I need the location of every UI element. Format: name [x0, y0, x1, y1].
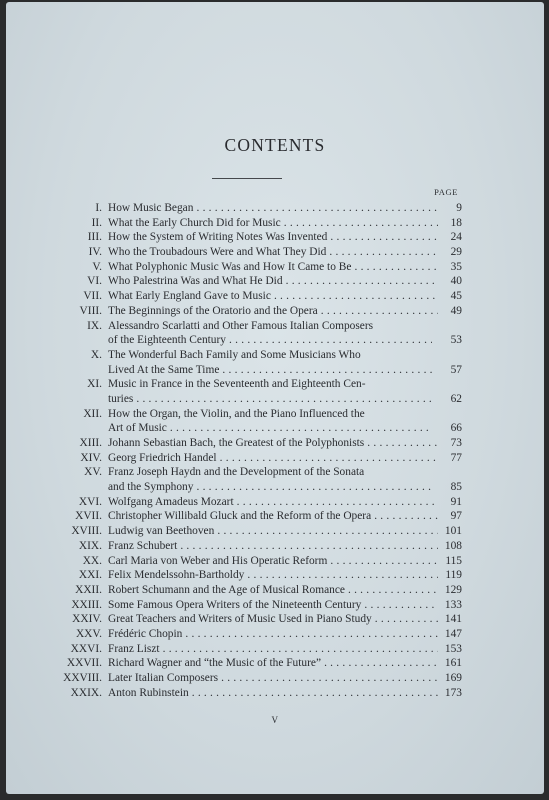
toc-entry: [44, 568, 462, 583]
toc-entry-line: [44, 377, 462, 392]
page-number: 53: [450, 334, 462, 347]
chapter-title: What Polyphonic Music Was and How It Came to Be . . .: [108, 260, 438, 275]
chapter-title: The Beginnings of the Oratorio and the Opera . . .: [108, 304, 438, 319]
toc-entry-line: [44, 583, 462, 598]
toc-entry: [44, 612, 462, 627]
chapter-title: Later Italian Composers . . .: [108, 671, 438, 686]
chapter-number: X.: [90, 348, 102, 361]
chapter-number: XVIII.: [71, 525, 102, 538]
toc-entry: [44, 407, 462, 436]
toc-entry-line: [44, 627, 462, 642]
page-number: 49: [450, 304, 462, 317]
toc-entry: [44, 627, 462, 642]
chapter-title: Music in France in the Seventeenth and Eighteenth Cen-: [108, 378, 366, 391]
page-number: 97: [450, 510, 462, 523]
toc-entry: [44, 598, 462, 613]
page-number: 133: [444, 598, 462, 611]
page-number: 45: [450, 290, 462, 303]
chapter-title: Johann Sebastian Bach, the Greatest of the Polyphonists . . .: [108, 436, 438, 451]
toc-entry: [44, 260, 462, 275]
toc-entry-line: [44, 421, 462, 436]
chapter-number: VII.: [83, 290, 102, 303]
chapter-title: Franz Liszt . . .: [108, 642, 438, 657]
chapter-number: XX.: [82, 554, 102, 567]
title-rule: [212, 178, 282, 179]
toc-entry-line: [44, 304, 462, 319]
toc-entry: [44, 230, 462, 245]
chapter-number: XXII.: [75, 583, 102, 596]
chapter-title: Who the Troubadours Were and What They Did . . .: [108, 245, 438, 260]
book-page: [6, 2, 544, 794]
toc-entry: [44, 348, 462, 377]
chapter-number: II.: [91, 216, 102, 229]
page-number: 85: [450, 481, 462, 494]
chapter-number: VIII.: [79, 304, 102, 317]
toc-entry: [44, 686, 462, 701]
toc-entry: [44, 642, 462, 657]
toc-entry: [44, 319, 462, 348]
page-number: 62: [450, 392, 462, 405]
toc-entry: [44, 671, 462, 686]
toc-entry: [44, 495, 462, 510]
chapter-number: V.: [92, 260, 102, 273]
chapter-title: Franz Schubert . . .: [108, 539, 438, 554]
chapter-number: XIX.: [78, 539, 102, 552]
toc-entry-line: [44, 495, 462, 510]
toc-entry-line: [44, 480, 462, 495]
page-number: 108: [444, 539, 462, 552]
chapter-title: of the Eighteenth Century . . .: [108, 333, 432, 348]
toc-entry-line: [44, 230, 462, 245]
chapter-title: Ludwig van Beethoven . . .: [108, 524, 438, 539]
chapter-number: VI.: [87, 275, 102, 288]
page-number: 153: [444, 642, 462, 655]
toc-entry: [44, 524, 462, 539]
toc-entry-line: [44, 524, 462, 539]
toc-entry-line: [44, 671, 462, 686]
page-number: 91: [450, 495, 462, 508]
toc-entry-line: [44, 260, 462, 275]
toc-entry: [44, 554, 462, 569]
toc-entry: [44, 201, 462, 216]
toc-entry-line: [44, 554, 462, 569]
chapter-title: Carl Maria von Weber and His Operatic Reform . . .: [108, 554, 438, 569]
toc-entry: [44, 656, 462, 671]
chapter-number: I.: [95, 202, 102, 214]
toc-entry: [44, 274, 462, 289]
toc-entry-line: [44, 465, 462, 480]
chapter-title: Lived At the Same Time . . .: [108, 363, 432, 378]
chapter-title: Great Teachers and Writers of Music Used in Piano Study . . .: [108, 612, 438, 627]
toc-entry-line: [44, 392, 462, 407]
chapter-number: XII.: [83, 407, 102, 420]
toc-entry-line: [44, 319, 462, 334]
toc-entry-line: [44, 289, 462, 304]
chapter-number: XXV.: [75, 627, 102, 640]
page-number: 141: [444, 613, 462, 626]
page-number: 77: [450, 451, 462, 464]
chapter-title: Christopher Willibald Gluck and the Reform of the Opera . . .: [108, 509, 438, 524]
toc-entry-line: [44, 451, 462, 466]
chapter-number: XXVI.: [70, 642, 102, 655]
chapter-number: XV.: [84, 466, 102, 479]
chapter-title: and the Symphony . . .: [108, 480, 432, 495]
chapter-title: What the Early Church Did for Music . . .: [108, 216, 438, 231]
toc-entry-line: [44, 612, 462, 627]
toc-entry-line: [44, 436, 462, 451]
chapter-title: turies . . .: [108, 392, 432, 407]
chapter-number: XXVIII.: [63, 672, 102, 684]
page-number: 101: [444, 525, 462, 538]
toc-entry-line: [44, 539, 462, 554]
chapter-number: XXVII.: [66, 657, 102, 670]
page-number: 29: [450, 246, 462, 259]
chapter-title: What Early England Gave to Music . . .: [108, 289, 438, 304]
toc-entry: [44, 509, 462, 524]
chapter-number: IX.: [87, 319, 102, 332]
toc-entry-line: [44, 656, 462, 671]
chapter-title: Some Famous Opera Writers of the Nineteenth Century . . .: [108, 598, 438, 613]
toc-entry-line: [44, 348, 462, 363]
chapter-title: Georg Friedrich Handel . . .: [108, 451, 438, 466]
toc-entry-line: [44, 598, 462, 613]
toc-entry: [44, 245, 462, 260]
chapter-title: Wolfgang Amadeus Mozart . . .: [108, 495, 438, 510]
chapter-title: How Music Began . . .: [108, 201, 438, 216]
toc-entry: [44, 377, 462, 406]
chapter-number: III.: [87, 231, 102, 244]
chapter-title: Alessandro Scarlatti and Other Famous Italian Composers: [108, 319, 374, 332]
toc-entry-line: [44, 568, 462, 583]
toc-entry-line: [44, 245, 462, 260]
page-number: 129: [444, 583, 462, 596]
toc-entry-line: [44, 201, 462, 216]
chapter-title: Robert Schumann and the Age of Musical Romance . . .: [108, 583, 438, 598]
chapter-number: XVI.: [78, 495, 102, 508]
chapter-title: How the System of Writing Notes Was Invented . . .: [108, 230, 438, 245]
toc-entry-line: [44, 686, 462, 701]
table-of-contents: [44, 201, 462, 700]
page-number: 66: [450, 422, 462, 435]
toc-entry: [44, 539, 462, 554]
page-number: 73: [450, 437, 462, 449]
chapter-title: The Wonderful Bach Family and Some Musicians Who: [108, 348, 361, 361]
toc-entry-line: [44, 333, 462, 348]
page-number: 147: [444, 627, 462, 640]
page-folio: V: [271, 715, 279, 725]
chapter-number: XI.: [87, 378, 102, 391]
page-number: 9: [456, 202, 462, 214]
chapter-title: How the Organ, the Violin, and the Piano Influenced the: [108, 407, 365, 420]
page-title: CONTENTS: [224, 135, 326, 155]
chapter-number: IV.: [88, 246, 102, 259]
chapter-number: XVII.: [75, 510, 102, 523]
chapter-number: XXIX.: [70, 686, 102, 699]
page-column-heading: PAGE: [434, 187, 458, 197]
chapter-title: Frédéric Chopin . . .: [108, 627, 438, 642]
page-number: 24: [450, 231, 462, 244]
chapter-title: Anton Rubinstein . . .: [108, 686, 438, 701]
chapter-title: Art of Music . . .: [108, 421, 432, 436]
chapter-number: XIII.: [79, 437, 102, 449]
toc-entry-line: [44, 407, 462, 422]
toc-entry-line: [44, 642, 462, 657]
chapter-number: XXIV.: [72, 613, 102, 626]
toc-entry-line: [44, 216, 462, 231]
page-number: 161: [444, 657, 462, 670]
page-number: 169: [444, 672, 462, 684]
page-number: 115: [445, 554, 462, 567]
page-number: 40: [450, 275, 462, 288]
toc-entry: [44, 304, 462, 319]
chapter-title: Who Palestrina Was and What He Did . . .: [108, 274, 438, 289]
toc-entry: [44, 451, 462, 466]
toc-entry: [44, 216, 462, 231]
page-number: 119: [445, 569, 462, 582]
toc-entry: [44, 436, 462, 451]
toc-entry-line: [44, 363, 462, 378]
page-number: 35: [450, 260, 462, 273]
chapter-title: Felix Mendelssohn-Bartholdy . . .: [108, 568, 438, 583]
chapter-number: XXIII.: [71, 598, 102, 611]
chapter-number: XXI.: [78, 569, 102, 582]
toc-entry-line: [44, 509, 462, 524]
chapter-title: Franz Joseph Haydn and the Development of the Sonata: [108, 466, 365, 479]
chapter-number: XIV.: [80, 451, 102, 464]
toc-entry: [44, 583, 462, 598]
toc-entry: [44, 465, 462, 494]
page-number: 18: [450, 216, 462, 229]
toc-entry-line: [44, 274, 462, 289]
chapter-title: Richard Wagner and “the Music of the Future” . . .: [108, 656, 438, 671]
toc-entry: [44, 289, 462, 304]
page-number: 57: [450, 363, 462, 376]
page-number: 173: [444, 686, 462, 699]
